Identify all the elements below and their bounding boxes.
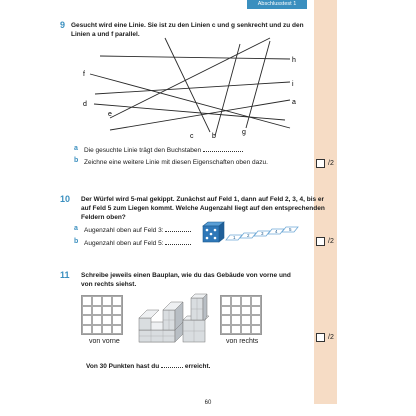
floor-plan-grid-front[interactable] [81,295,123,335]
field-2-number: 2 [247,233,250,238]
building-blocks-figure [135,290,211,346]
line-f [90,74,290,128]
answer-blank-10a[interactable] [165,231,191,232]
line-h [100,56,290,59]
total-points-blank[interactable] [161,367,183,368]
field-3-number: 3 [261,231,264,236]
score-box-task-10[interactable] [316,237,325,246]
line-c [165,38,210,132]
label-from-right: von rechts [226,338,259,345]
die-icon [203,222,224,242]
total-points-text-before: Von 30 Punkten hast du [86,363,160,370]
task-11-question-line-2: von rechts siehst. [81,281,137,288]
line-i [95,82,290,94]
label-f: f [83,71,85,78]
label-e: e [108,111,112,118]
field-5-number: 5 [289,227,292,232]
label-b: b [212,133,216,140]
floor-plan-grid-right[interactable] [220,295,262,335]
task-10-question-line-2: auf Feld 5 zum Liegen kommt. Welche Augenzahl liegt auf den entsprechenden [81,205,325,212]
task-10-part-a [84,226,191,235]
label-a: a [292,99,296,106]
task-9-lines-figure [80,36,300,140]
label-c: c [190,133,194,140]
task-10-part-a-text: Augenzahl oben auf Feld 3: [84,227,164,234]
task-10-part-b-text: Augenzahl oben auf Feld 5: [84,240,164,247]
label-h: h [292,57,296,64]
task-9-part-b-letter: b [74,157,79,164]
score-task-11: /2 [328,334,334,341]
task-10-part-a-letter: a [74,225,78,232]
task-9-part-a [84,146,243,155]
die-and-path-figure [200,218,308,250]
section-header-tab: Abschlusstest 1 [247,0,307,9]
task-9-part-a-letter: a [74,145,78,152]
task-9-part-b-text: Zeichne eine weitere Linie mit diesen Eigenschaften oben dazu. [84,159,268,166]
field-4-number: 4 [275,229,278,234]
line-e [110,38,270,118]
task-10-question-line-3: Feldern oben? [81,214,126,221]
score-task-9: /2 [328,160,334,167]
label-i: i [292,81,294,88]
page-number: 60 [204,400,212,406]
task-number-9: 9 [60,20,66,30]
task-10-question-line-1: Der Würfel wird 5-mal gekippt. Zunächst auf Feld 1, dann auf Feld 2, 3, 4, bis er [81,196,325,203]
task-10-part-b [84,239,191,248]
total-points-text-after: erreicht. [184,363,211,370]
task-9-part-a-text: Die gesuchte Linie trägt den Buchstaben [84,147,202,154]
task-9-question-line-1: Gesucht wird eine Linie. Sie ist zu den Linien c und g senkrecht und zu den [71,22,304,29]
field-1-number: 1 [233,235,236,240]
total-points-sentence [86,362,210,371]
label-g: g [242,129,246,136]
answer-blank-10b[interactable] [165,244,191,245]
score-box-task-9[interactable] [316,159,325,168]
label-from-front: von vorne [89,338,120,345]
score-task-10: /2 [328,238,334,245]
score-box-task-11[interactable] [316,333,325,342]
task-number-10: 10 [60,194,71,204]
task-number-11: 11 [60,270,70,280]
answer-blank-9a[interactable] [203,151,243,152]
label-d: d [83,101,87,108]
task-9-question-line-2: Linien a und f parallel. [71,31,140,38]
task-10-part-b-letter: b [74,238,79,245]
task-11-question-line-1: Schreibe jeweils einen Bauplan, wie du das Gebäude von vorne und [81,272,291,279]
